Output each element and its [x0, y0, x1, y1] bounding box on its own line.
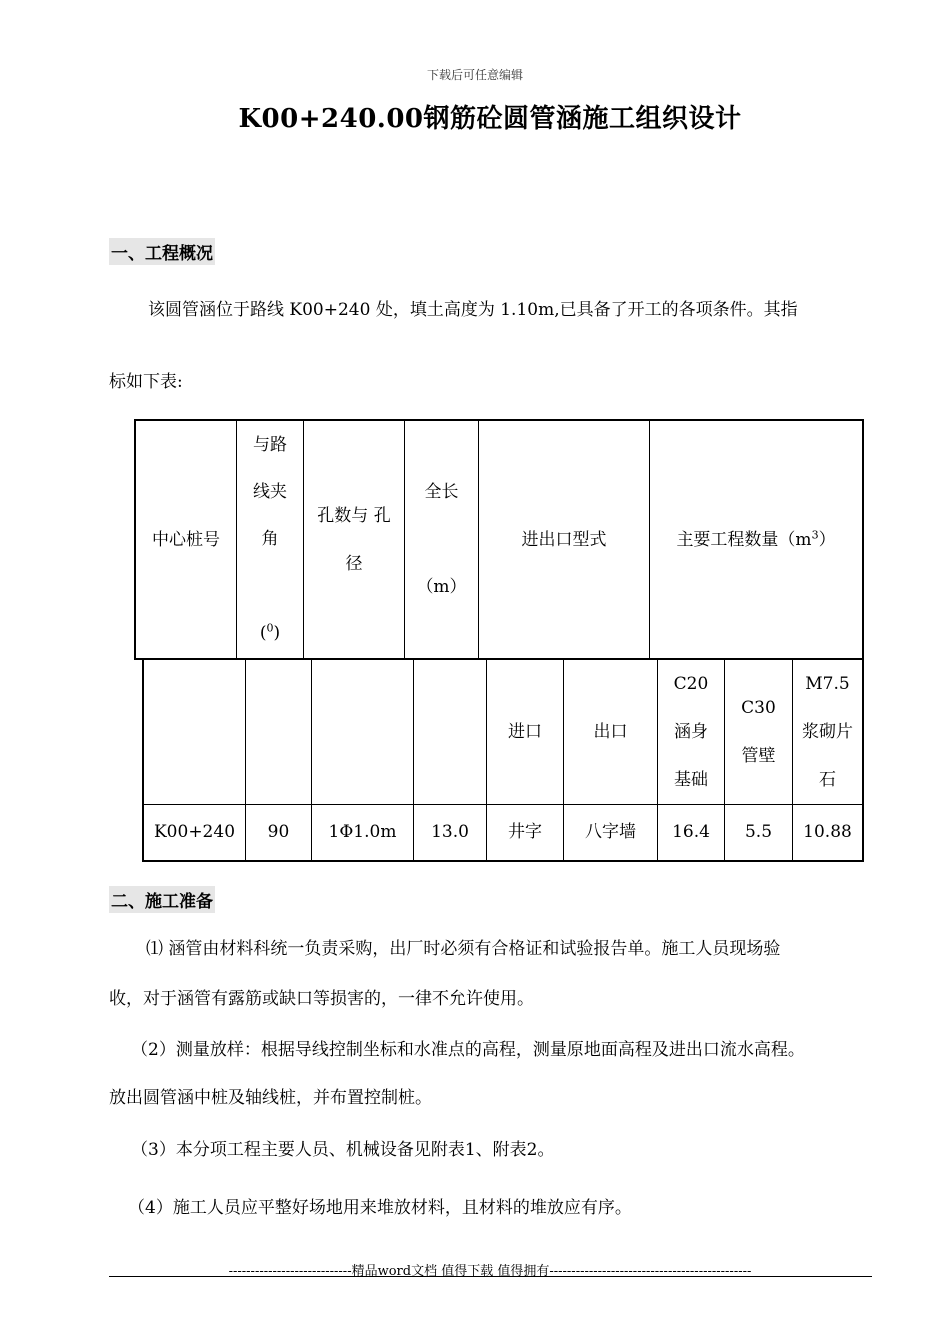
cell-outlet: 八字墙	[564, 805, 658, 861]
footer-rule	[109, 1276, 872, 1277]
col-outlet-header: 出口	[564, 660, 658, 805]
footer-text: ----------------------------精品word文档 值得下载 值得拥有----------------------------------------------	[228, 1264, 752, 1279]
col-length-header: 全长 （m）	[405, 420, 479, 659]
cell-holes: 1Φ1.0m	[312, 805, 414, 861]
cell-station: K00+240	[143, 805, 246, 861]
indicator-table-body	[142, 659, 864, 862]
prep-item1-line1: ⑴ 涵管由材料科统一负责采购，出厂时必须有合格证和试验报告单。施工人员现场验	[146, 939, 781, 959]
col-c30-header: C30 管壁	[725, 660, 793, 805]
col-m75-header: M7.5 浆砌片 石	[793, 660, 864, 805]
overview-paragraph-line1: 该圆管涵位于路线 K00+240 处，填土高度为 1.10m,已具备了开工的各项条件。其指	[148, 300, 798, 320]
cell-c30: 5.5	[725, 805, 793, 861]
col-station-header: 中心桩号	[135, 420, 237, 659]
cell-inlet: 井字	[487, 805, 564, 861]
cell-length: 13.0	[414, 805, 487, 861]
col-angle-header: 与路 线夹 角 ($^0$)	[237, 420, 304, 659]
col-c20-header: C20 涵身 基础	[658, 660, 725, 805]
prep-item4: （4）施工人员应平整好场地用来堆放材料，且材料的堆放应有序。	[128, 1198, 632, 1218]
prep-item3: （3）本分项工程主要人员、机械设备见附表1、附表2。	[131, 1140, 555, 1160]
col-qty-header: 主要工程数量$(m^3)$	[650, 420, 864, 659]
page-title: K00+240.00钢筋砼圆管涵施工组织设计	[238, 104, 742, 134]
indicator-table-header	[134, 419, 864, 660]
overview-paragraph-line2: 标如下表:	[109, 372, 183, 392]
table-row	[143, 805, 863, 861]
col-holes-header: 孔数与 孔 径	[304, 420, 405, 659]
prep-item2-line2: 放出圆管涵中桩及轴线桩，并布置控制桩。	[109, 1088, 432, 1108]
header-note: 下载后可任意编辑	[426, 68, 523, 82]
section-heading-overview: 一、工程概况	[109, 238, 215, 265]
section-heading-preparation: 二、施工准备	[109, 886, 215, 913]
cell-c20: 16.4	[658, 805, 725, 861]
prep-item2-line1: （2）测量放样：根据导线控制坐标和水准点的高程，测量原地面高程及进出口流水高程。	[131, 1040, 805, 1060]
cell-angle: 90	[246, 805, 312, 861]
cell-m75: 10.88	[793, 805, 864, 861]
prep-item1-line2: 收，对于涵管有露筋或缺口等损害的，一律不允许使用。	[109, 989, 534, 1009]
col-inlet-header: 进口	[487, 660, 564, 805]
col-inout-header: 进出口型式	[479, 420, 650, 659]
